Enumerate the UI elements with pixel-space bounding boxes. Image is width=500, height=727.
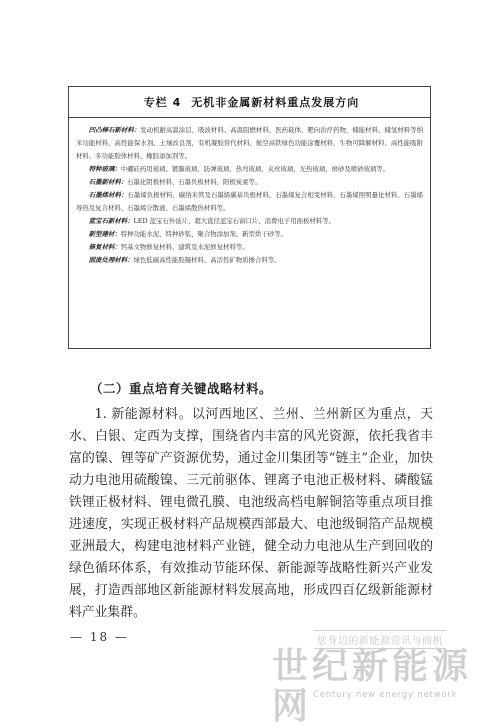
body-paragraph: 1. 新能源材料。以河西地区、兰州、兰州新区为重点，天水、白银、定西为支撑，围绕省内丰富的风光资源，依托我省丰富的镍、锂等矿产资源优势，通过金川集团等“链主”企业，加快动力电池用硫酸镍、三元前驱体、锂离子电池正极材料、磷酸锰铁锂正极材料、锂电微孔膜、电池级高档电解铜箔等重点项目推进速度，实现正极材料产品规模西部最大、电池级铜箔产品规模亚洲最大，构建电池材料产业链，健全动力电池从生产到回收的绿色循环体系，有效推动节能环保、新能源等战略性新兴产业发展，打造西部地区新能源材料发展高地，形成四百亿级新能源材料产业集群。 bbox=[69, 407, 433, 620]
box-entry bbox=[76, 228, 423, 241]
entry-text: 中硼硅药用玻璃、镀膜玻璃、防弹玻璃、热弯玻璃、夹丝玻璃、光热玻璃、磨砂及喷砂玻璃等。 bbox=[120, 165, 390, 173]
watermark-tagline: 您身边的新能源资讯与商机 bbox=[314, 630, 446, 649]
box-body bbox=[69, 118, 430, 267]
box-title bbox=[69, 87, 430, 118]
entry-term: 石墨烯材料： bbox=[88, 191, 128, 199]
entry-term: 蓝宝石新材料： bbox=[88, 217, 134, 225]
entry-text: 钙基文物修复材料、建筑及水泥修复材料等。 bbox=[120, 243, 249, 251]
entry-term: 凹凸棒石新材料： bbox=[88, 126, 141, 134]
entry-text: LED 蓝宝石外延片、超大直径蓝宝石窗口片、消费电子用面板材料等。 bbox=[133, 217, 335, 225]
entry-term: 固废处理材料： bbox=[88, 256, 134, 264]
entry-text: 石墨烯负极材料、碳纳米管及石墨烯碳基负极材料、石墨烯复合相变材料、石墨烯照明量化材料、石墨烯导热及复合材料、石墨烯分散液、石墨烯散热材料等。 bbox=[76, 191, 424, 212]
box-entry bbox=[76, 254, 423, 267]
entry-term: 特种玻璃： bbox=[88, 165, 121, 173]
sidebar-box bbox=[68, 86, 431, 349]
page-number: — 18 — bbox=[70, 630, 129, 644]
section-heading: （二）重点培育关键战略材料。 bbox=[90, 381, 273, 396]
entry-text: 特种功能水泥、特种砂浆、聚合物添加剂、新型烘干砂等。 bbox=[120, 230, 287, 238]
watermark-logo: 世纪新能源网 bbox=[272, 646, 473, 727]
entry-term: 石墨新材料： bbox=[88, 178, 128, 186]
entry-term: 新型建材： bbox=[88, 230, 121, 238]
box-entry bbox=[76, 189, 423, 215]
box-entry bbox=[76, 241, 423, 254]
entry-text: 绿色低碳高性能胶凝材料、高活性矿物质掺合料等。 bbox=[133, 256, 281, 264]
entry-text: 石墨化阴极材料、石墨负极材料，阳极炭素等。 bbox=[127, 178, 262, 186]
box-label: 专栏 4 bbox=[143, 96, 182, 109]
box-title-text: 无机非金属新材料重点发展方向 bbox=[191, 96, 360, 109]
box-entry bbox=[76, 124, 423, 163]
entry-text: 发动机耐高温涂层、吸波材料、高温阻燃材料、医药载体、靶向治疗药物，储能材料、储氢材料等纳米功能材料，高性能保水剂、土壤改良剂，有机凝胶替代材料、航空高铁绿色功能涂覆材料，生物可降解材料、高性能吸附材料、多功能胶体材料、橡胶添加剂等。 bbox=[76, 126, 423, 160]
box-entry bbox=[76, 176, 423, 189]
entry-term: 修复材料： bbox=[88, 243, 121, 251]
box-entry bbox=[76, 215, 423, 228]
box-entry bbox=[76, 163, 423, 176]
watermark-subtitle: Century new energy network bbox=[313, 690, 458, 700]
